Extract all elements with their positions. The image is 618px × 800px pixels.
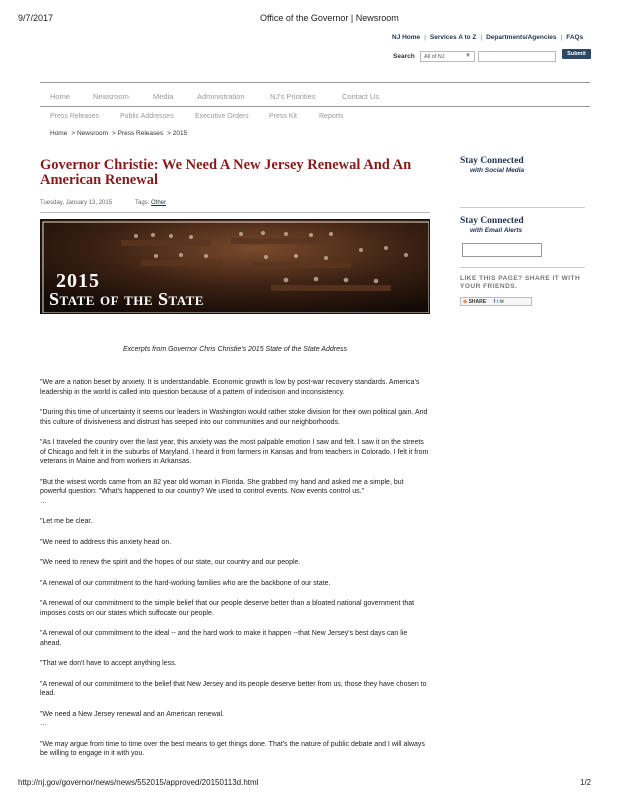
twitter-icon: t	[496, 299, 499, 305]
nav-top-divider	[40, 82, 590, 83]
print-page-number: 1/2	[580, 778, 592, 787]
sub-nav-press-kit[interactable]: Press Kit	[269, 113, 298, 120]
main-nav-home[interactable]: Home	[50, 92, 71, 101]
nav-link-services[interactable]: Services A to Z	[429, 34, 477, 41]
article-paragraph: "That we don't have to accept anything less.	[40, 660, 177, 667]
breadcrumb-newsroom[interactable]: > Newsroom	[71, 130, 109, 137]
search-scope-value: All of NJ	[424, 54, 445, 60]
article-paragraph: "A renewal of our commitment to the hard-working families who are the backbone of our state.	[40, 579, 331, 587]
share-plus-icon: ⊕	[463, 299, 468, 305]
article-paragraph: "A renewal of our commitment to the ideal -- and the hard work to make it happen --that New Jersey's best days can lie ahead.	[40, 630, 408, 647]
article-body	[40, 378, 430, 759]
article-paragraph: "We need a New Jersey renewal and an American renewal.	[40, 710, 225, 718]
article-paragraph: "But the wisest words came from an 82 year old woman in Florida. She grabbed my hand and asked me a simple, but powerful question: "What's happened to our country? We used to control events. Now events control us."	[40, 478, 404, 495]
sub-nav-executive-orders[interactable]: Executive Orders	[195, 113, 249, 120]
main-nav-newsroom[interactable]: Newsroom	[93, 92, 129, 101]
facebook-icon: f	[493, 299, 496, 305]
sub-nav-press-releases[interactable]: Press Releases	[50, 113, 100, 120]
print-page-title: Office of the Governor | Newsroom	[260, 13, 399, 23]
email-icon: ✉	[499, 299, 504, 305]
nav-separator: |	[424, 34, 426, 41]
nav-link-departments[interactable]: Departments/Agencies	[486, 34, 557, 41]
nav-link-nj-home[interactable]: NJ Home	[392, 34, 421, 41]
sub-nav-reports[interactable]: Reports	[319, 113, 344, 120]
search-label: Search	[393, 53, 415, 60]
article-title: Governor Christie: We Need A New Jersey Renewal And An American Renewal	[40, 157, 412, 188]
article-paragraph: "We need to renew the spirit and the hopes of our state, our country and our people.	[40, 559, 301, 566]
nav-bottom-divider	[40, 106, 590, 107]
chevron-down-icon: ▼	[465, 53, 471, 59]
print-footer-url: http://nj.gov/governor/news/news/552015/approved/20150113d.html	[18, 778, 259, 787]
article-paragraph: "We are a nation beset by anxiety. It is understandable. Economic growth is low by post-war recovery standards. America's leadership in the world is called into question because of a pattern of indecision and inconsistency.	[40, 379, 420, 396]
article-paragraph: "A renewal of our commitment to the belief that New Jersey and its people deserve better from us, those they have chosen to lead.	[40, 680, 427, 697]
social-media-heading: Stay Connected	[460, 156, 524, 166]
tag-link[interactable]: Other	[151, 200, 167, 206]
utility-nav	[392, 34, 583, 41]
breadcrumb	[50, 130, 191, 137]
search-input[interactable]	[478, 51, 556, 62]
share-button[interactable]	[460, 297, 532, 306]
breadcrumb-press-releases[interactable]: > Press Releases	[112, 130, 164, 137]
tags-label: Tags:	[135, 200, 150, 206]
article-divider	[40, 212, 430, 213]
sidebar-divider	[460, 267, 585, 268]
breadcrumb-year[interactable]: > 2015	[167, 130, 188, 137]
print-date: 9/7/2017	[18, 13, 54, 23]
main-nav-media[interactable]: Media	[153, 92, 174, 101]
banner-title: State of the State	[49, 289, 204, 309]
article-paragraph: "We may argue from time to time over the best means to get things done. That's the nature of public debate and I will always be willing to engage in it with you.	[40, 740, 425, 757]
main-nav-priorities[interactable]: NJ's Priorities	[270, 92, 316, 101]
sub-nav-public-addresses[interactable]: Public Addresses	[120, 113, 174, 120]
main-nav-contact[interactable]: Contact Us	[342, 92, 380, 101]
state-of-the-state-banner	[40, 219, 430, 314]
email-alerts-subheading[interactable]: with Email Alerts	[470, 227, 523, 234]
nav-link-faqs[interactable]: FAQs	[566, 34, 584, 41]
share-prompt: LIKE THIS PAGE? SHARE IT WITH YOUR FRIENDS.	[460, 275, 581, 290]
article-ellipsis: …	[40, 497, 47, 505]
banner-caption: Excerpts from Governor Chris Christie's 2015 State of the State Address	[122, 346, 347, 353]
email-alerts-input[interactable]	[462, 243, 542, 257]
article-date: Tuesday, January 13, 2015	[40, 200, 113, 206]
nav-separator: |	[480, 34, 483, 41]
sidebar-divider	[460, 207, 585, 208]
banner-year: 2015	[56, 270, 100, 292]
article-paragraph: "We need to address this anxiety head on.	[40, 538, 172, 546]
nav-separator: |	[560, 34, 563, 41]
search-scope-select[interactable]	[420, 51, 475, 62]
email-alerts-heading: Stay Connected	[460, 216, 524, 226]
breadcrumb-home[interactable]: Home	[50, 130, 68, 137]
article-paragraph: "Let me be clear.	[40, 518, 93, 525]
social-media-subheading[interactable]: with Social Media	[470, 167, 525, 174]
article-ellipsis: …	[40, 720, 47, 727]
search-submit-button[interactable]: Submit	[562, 49, 591, 59]
article-paragraph: "As I traveled the country over the last year, this anxiety was the most palpable emotion I saw and felt. I saw it on the streets of Chicago and felt it in the suburbs of Maryland. I heard it from farmers in Kansas and from teachers in Colorado. I felt it from veterans in Maine and from workers in Arkansas.	[40, 439, 429, 465]
share-label: SHARE	[468, 299, 487, 305]
article-paragraph: "During this time of uncertainty it seems our leaders in Washington would rather stoke division for their own political gain. And this culture of divisiveness and distrust has seeped into our communities and our neighborhoods.	[40, 409, 428, 426]
main-nav-administration[interactable]: Administration	[197, 92, 245, 101]
article-paragraph: "A renewal of our commitment to the simple belief that our people deserve better than a bloated national government that imposes costs on our states which suffocate our people.	[40, 600, 415, 617]
article-tags	[135, 200, 166, 206]
